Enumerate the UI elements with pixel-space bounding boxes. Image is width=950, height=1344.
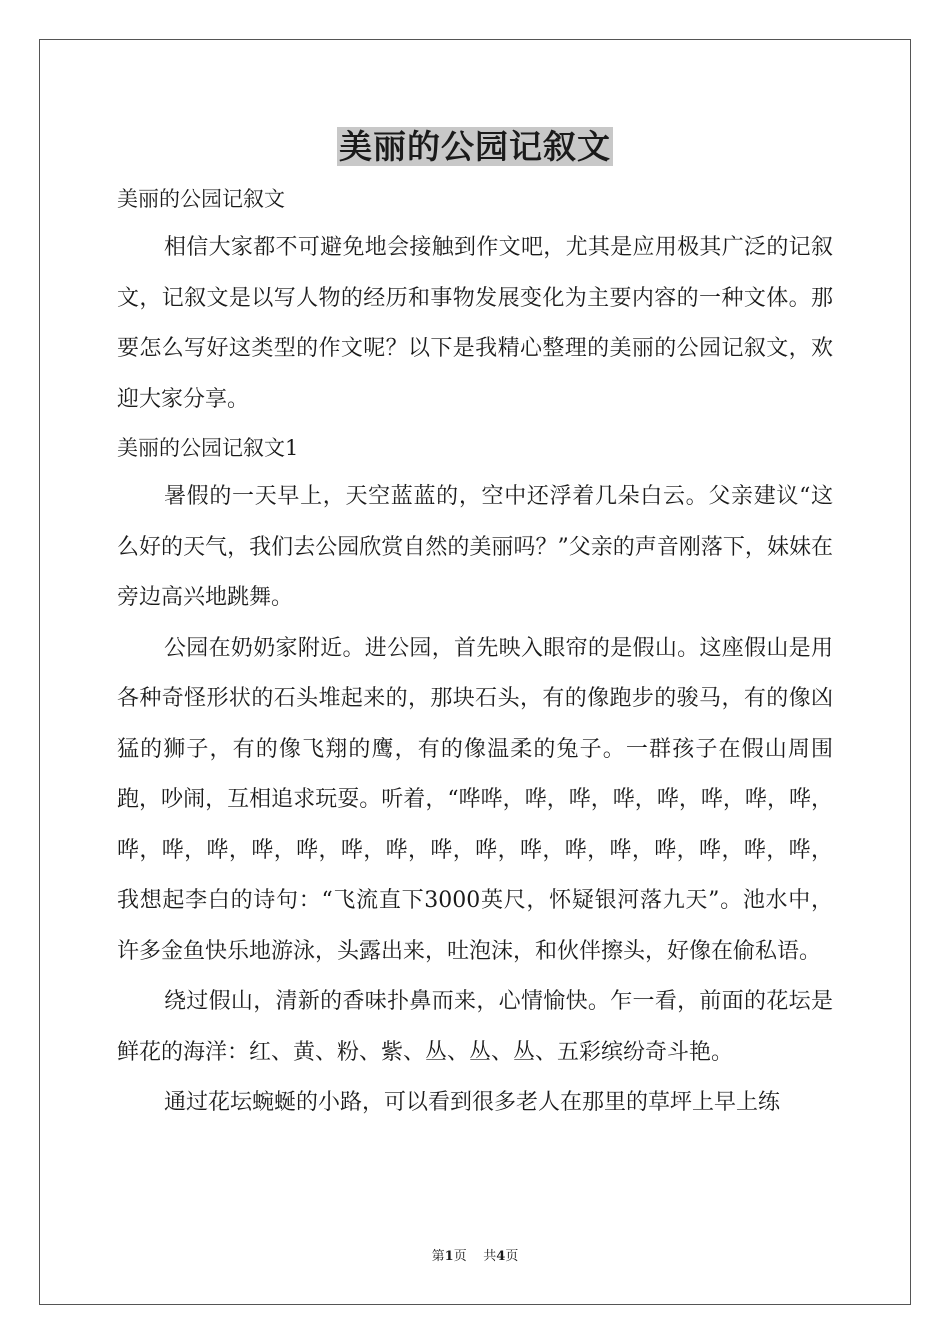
document-title (0, 124, 950, 170)
body-paragraph-4: 通过花坛蜿蜒的小路，可以看到很多老人在那里的草坪上早上练 (164, 1090, 781, 1115)
intro-paragraph: 相信大家都不可避免地会接触到作文吧，尤其是应用极其广泛的记叙文，记叙文是以写人物的经历和事物发展变化为主要内容的一种文体。那要怎么写好这类型的作文呢？以下是我精心整理的美丽的公园记叙文，欢迎大家分享。 (117, 235, 833, 412)
footer-page-suffix: 页 (453, 1249, 467, 1264)
document-subtitle: 美丽的公园记叙文 (117, 187, 285, 211)
footer-total-prefix: 共 (483, 1249, 497, 1264)
footer-prefix: 第 (431, 1249, 445, 1264)
footer-page-number: 1 (444, 1249, 454, 1264)
footer-total-pages: 4 (496, 1249, 506, 1264)
document-body (117, 176, 833, 1129)
document-title-text: 美丽的公园记叙文 (339, 127, 611, 166)
footer-total-suffix: 页 (505, 1249, 519, 1264)
body-paragraph-3: 绕过假山，清新的香味扑鼻而来，心情愉快。乍一看，前面的花坛是鲜花的海洋：红、黄、粉、紫、丛、丛、丛、五彩缤纷奇斗艳。 (117, 989, 833, 1065)
body-paragraph-1: 暑假的一天早上，天空蓝蓝的，空中还浮着几朵白云。父亲建议“这么好的天气，我们去公园欣赏自然的美丽吗？”父亲的声音刚落下，妹妹在旁边高兴地跳舞。 (117, 484, 833, 610)
page-footer (0, 1248, 950, 1266)
body-paragraph-2: 公园在奶奶家附近。进公园，首先映入眼帘的是假山。这座假山是用各种奇怪形状的石头堆起来的，那块石头，有的像跑步的骏马，有的像凶猛的狮子，有的像飞翔的鹰，有的像温柔的兔子。一群孩子在假山周围跑，吵闹，互相追求玩耍。听着，“哗哗，哗，哗，哗，哗，哗，哗，哗，哗，哗，哗，哗，哗，哗，哗，哗，哗，哗，哗，哗，哗，哗，哗，哗，我想起李白的诗句：“飞流直下3000英尺，怀疑银河落九天”。池水中，许多金鱼快乐地游泳，头露出来，吐泡沫，和伙伴擦头，好像在偷私语。 (117, 635, 833, 964)
section-heading: 美丽的公园记叙文1 (117, 436, 299, 460)
